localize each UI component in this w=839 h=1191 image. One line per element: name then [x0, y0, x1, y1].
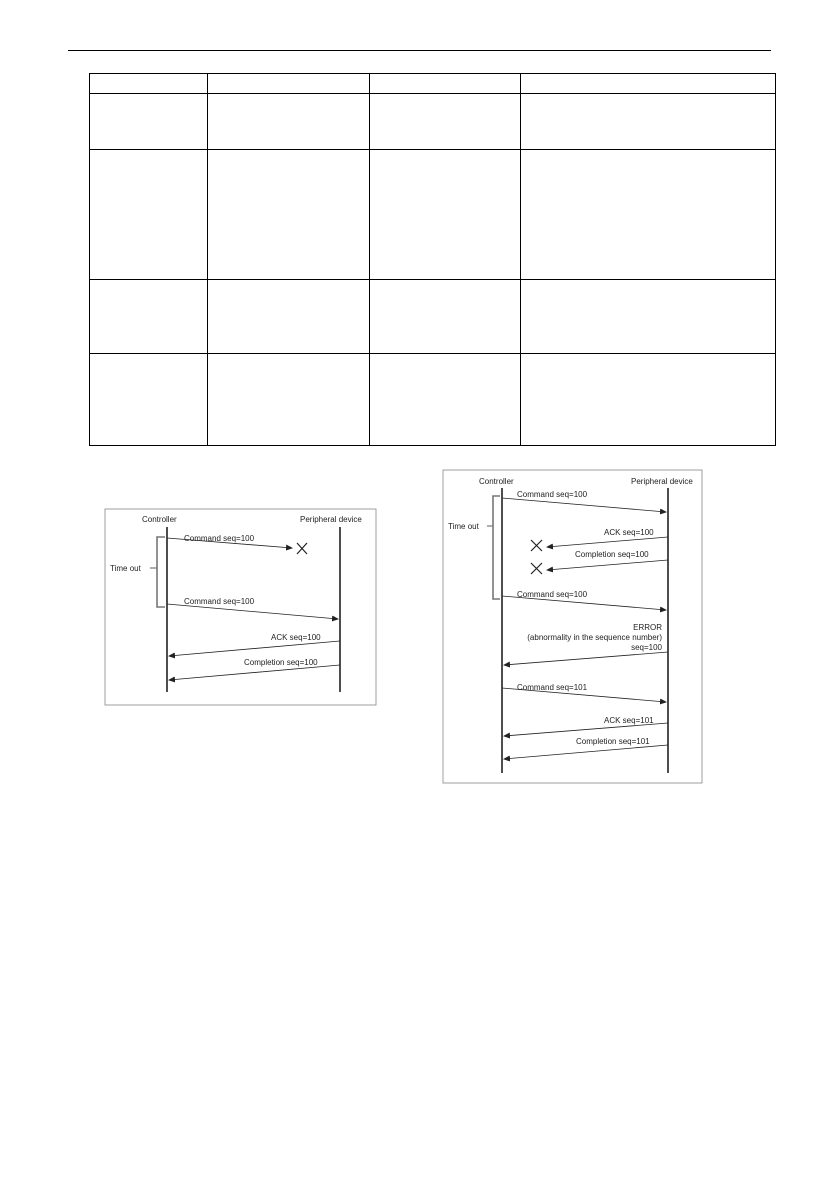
message-label: (abnormality in the sequence number) — [527, 633, 662, 642]
message-label: ACK seq=101 — [604, 716, 654, 725]
message-arrow — [504, 745, 668, 759]
message-label: Command seq=100 — [184, 534, 255, 543]
message-label: Command seq=100 — [184, 597, 255, 606]
message-label: Completion seq=100 — [575, 550, 649, 559]
message-label: seq=100 — [631, 643, 662, 652]
timeout-bracket — [493, 496, 500, 599]
message-label: Completion seq=100 — [244, 658, 318, 667]
controller-label: Controller — [142, 515, 177, 524]
message-label: ERROR — [633, 623, 662, 632]
message-arrow — [504, 652, 668, 665]
message-label: Command seq=100 — [517, 490, 588, 499]
lost-message-icon — [531, 563, 542, 574]
message-label: Command seq=100 — [517, 590, 588, 599]
message-arrow — [547, 560, 668, 570]
message-arrow — [502, 498, 666, 512]
controller-label: Controller — [479, 477, 514, 486]
message-label: ACK seq=100 — [604, 528, 654, 537]
message-label: Completion seq=101 — [576, 737, 650, 746]
lost-message-icon — [531, 540, 542, 551]
peripheral-label: Peripheral device — [300, 515, 362, 524]
message-label: ACK seq=100 — [271, 633, 321, 642]
message-arrow — [547, 537, 668, 547]
figure-frame — [443, 470, 702, 783]
timeout-label: Time out — [110, 564, 141, 573]
timeout-label: Time out — [448, 522, 479, 531]
message-label: Command seq=101 — [517, 683, 588, 692]
peripheral-label: Peripheral device — [631, 477, 693, 486]
